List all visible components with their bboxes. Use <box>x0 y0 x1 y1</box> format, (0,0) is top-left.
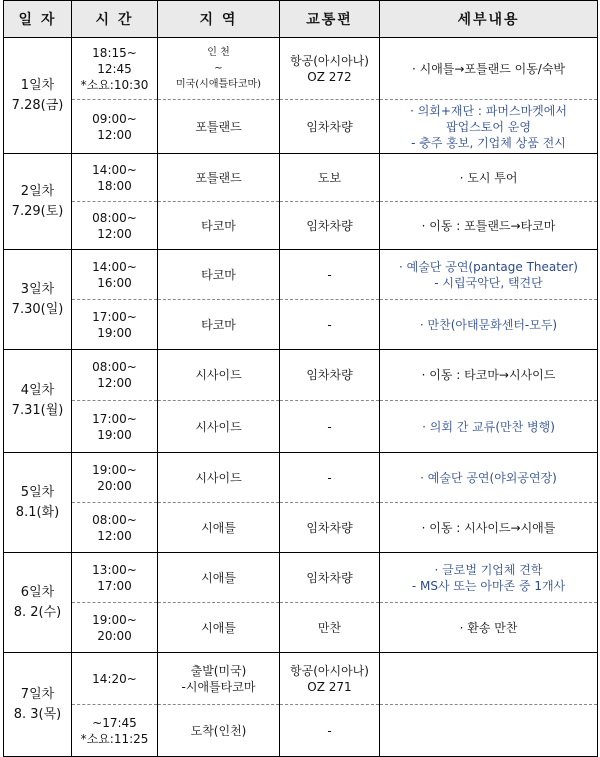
detail-cell-line: - MS사 또는 아마존 중 1개사 <box>411 578 566 593</box>
place-cell-line: -시애틀타코마 <box>181 679 256 694</box>
time-cell-line: 19:00 <box>97 325 132 340</box>
transport-cell <box>280 38 380 100</box>
time-cell-line: 18:00 <box>97 178 132 193</box>
time-cell-line: 17:00 <box>97 578 132 593</box>
day-label: 5일차 <box>20 484 55 500</box>
time-cell-line: 09:00~ <box>92 111 137 126</box>
place-cell <box>158 350 280 401</box>
table-row <box>4 300 598 350</box>
place-cell <box>158 401 280 453</box>
time-cell <box>72 653 158 705</box>
place-cell-line: ~ <box>214 62 223 74</box>
time-cell-line: 17:00~ <box>92 309 137 324</box>
transport-cell <box>280 503 380 553</box>
transport-cell-line: 임차차량 <box>306 520 353 535</box>
transport-cell <box>280 300 380 350</box>
place-cell <box>158 453 280 503</box>
day-date: 8. 2(수) <box>13 604 62 620</box>
transport-cell <box>280 705 380 757</box>
time-cell-line: 08:00~ <box>92 210 137 225</box>
day-cell <box>4 453 72 553</box>
day-date: 7.31(월) <box>11 403 64 418</box>
table-row <box>4 401 598 453</box>
time-cell <box>72 38 158 100</box>
header-time: 시 간 <box>72 1 158 38</box>
time-cell-line: 12:45 <box>97 61 132 76</box>
time-cell-line: 08:00~ <box>92 360 137 374</box>
detail-cell-line: · 환송 만찬 <box>459 620 518 635</box>
table-row <box>4 350 598 401</box>
place-cell <box>158 705 280 757</box>
table-row <box>4 553 598 603</box>
place-cell <box>158 202 280 250</box>
time-cell <box>72 250 158 300</box>
detail-cell-line: · 도시 투어 <box>459 170 518 185</box>
transport-cell-line: 만찬 <box>317 620 342 635</box>
place-cell-line: 출발(미국) <box>190 663 247 678</box>
time-cell-line: 13:00~ <box>92 562 137 577</box>
time-cell <box>72 154 158 202</box>
day-label: 2일차 <box>20 183 55 199</box>
time-cell-line: *소요:10:30 <box>80 77 149 92</box>
table-row <box>4 250 598 300</box>
transport-cell <box>280 653 380 705</box>
detail-cell-line: · 예술단 공연(야외공연장) <box>420 470 557 485</box>
time-cell-line: 12:00 <box>97 528 132 543</box>
place-cell-line: 시사이드 <box>195 419 242 434</box>
transport-cell-line: 항공(아시아나) <box>290 53 369 68</box>
detail-cell <box>380 38 598 100</box>
itinerary-body <box>4 38 598 757</box>
header-transport: 교통편 <box>280 1 380 38</box>
transport-cell-line: OZ 272 <box>307 69 352 84</box>
day-cell <box>4 553 72 653</box>
detail-cell-line: · 이동 : 타코마→시사이드 <box>421 368 556 382</box>
transport-cell <box>280 401 380 453</box>
transport-cell-line: - <box>327 419 332 434</box>
place-cell-line: 타코마 <box>201 218 236 233</box>
day-date: 8.1(화) <box>15 504 60 520</box>
transport-cell <box>280 202 380 250</box>
time-cell-line: 16:00 <box>97 275 132 290</box>
detail-cell <box>380 453 598 503</box>
time-cell-line: 12:00 <box>97 376 132 390</box>
detail-cell-line: · 예술단 공연(pantage Theater) <box>399 259 578 274</box>
time-cell <box>72 350 158 401</box>
transport-cell <box>280 603 380 653</box>
place-cell-line: 시사이드 <box>195 470 242 485</box>
day-label: 4일차 <box>20 383 55 398</box>
transport-cell-line: 항공(아시아나) <box>290 663 369 678</box>
transport-cell-line: 임차차량 <box>306 119 353 134</box>
place-cell-line: 포틀랜드 <box>195 170 242 185</box>
day-date: 7.30(일) <box>11 301 64 317</box>
time-cell-line: 08:00~ <box>92 512 137 527</box>
detail-cell <box>380 202 598 250</box>
place-cell-line: 시애틀 <box>201 570 236 585</box>
time-cell-line: 14:00~ <box>92 162 137 177</box>
time-cell-line: ~17:45 <box>92 715 137 730</box>
table-row <box>4 653 598 705</box>
time-cell <box>72 401 158 453</box>
detail-cell <box>380 705 598 757</box>
place-cell <box>158 100 280 154</box>
header-place: 지 역 <box>158 1 280 38</box>
header-row <box>4 1 598 38</box>
time-cell <box>72 705 158 757</box>
place-cell-line: 타코마 <box>201 317 236 332</box>
detail-cell-line: · 시애틀→포틀랜드 이동/숙박 <box>411 61 566 76</box>
day-cell <box>4 38 72 154</box>
time-cell-line: 12:00 <box>97 226 132 241</box>
day-cell <box>4 154 72 250</box>
day-date: 7.28(금) <box>11 97 64 113</box>
table-row <box>4 202 598 250</box>
day-label: 6일차 <box>20 584 55 600</box>
time-cell-line: 14:00~ <box>92 259 137 274</box>
time-cell <box>72 100 158 154</box>
header-detail: 세부내용 <box>380 1 598 38</box>
place-cell <box>158 300 280 350</box>
transport-cell <box>280 553 380 603</box>
time-cell <box>72 553 158 603</box>
transport-cell <box>280 250 380 300</box>
place-cell-line: 포틀랜드 <box>195 119 242 134</box>
time-cell-line: 12:00 <box>97 127 132 142</box>
time-cell-line: 20:00 <box>97 478 132 493</box>
table-row <box>4 154 598 202</box>
place-cell-line: 타코마 <box>201 267 236 282</box>
table-row <box>4 38 598 100</box>
transport-cell-line: - <box>327 470 332 485</box>
detail-cell-line: - 시립국악단, 택견단 <box>434 275 543 290</box>
detail-cell-line: · 의회+재단 : 파머스마켓에서 <box>410 103 567 118</box>
time-cell-line: 19:00~ <box>92 462 137 477</box>
place-cell-line: 미국(시애틀타코마) <box>175 78 262 90</box>
transport-cell <box>280 154 380 202</box>
transport-cell-line: OZ 271 <box>307 679 352 694</box>
detail-cell <box>380 401 598 453</box>
detail-cell <box>380 603 598 653</box>
detail-cell <box>380 300 598 350</box>
day-label: 7일차 <box>20 686 55 702</box>
itinerary-table <box>3 0 598 757</box>
detail-cell-line: · 만찬(아태문화센터-모두) <box>419 317 558 332</box>
detail-cell <box>380 154 598 202</box>
place-cell-line: 도착(인천) <box>190 723 247 738</box>
detail-cell <box>380 503 598 553</box>
header-day: 일 자 <box>4 1 72 38</box>
place-cell-line: 인 천 <box>207 46 230 58</box>
time-cell-line: 20:00 <box>97 628 132 643</box>
detail-cell-line: - 충주 홍보, 기업체 상품 전시 <box>411 135 566 150</box>
table-row <box>4 705 598 757</box>
detail-cell <box>380 350 598 401</box>
table-row <box>4 503 598 553</box>
time-cell-line: 18:15~ <box>92 45 137 60</box>
transport-cell <box>280 453 380 503</box>
transport-cell-line: 도보 <box>317 170 342 185</box>
place-cell <box>158 653 280 705</box>
day-cell <box>4 250 72 350</box>
table-row <box>4 100 598 154</box>
time-cell <box>72 202 158 250</box>
detail-cell-line: · 의회 간 교류(만찬 병행) <box>422 419 555 434</box>
time-cell <box>72 453 158 503</box>
detail-cell <box>380 553 598 603</box>
detail-cell <box>380 653 598 705</box>
table-row <box>4 453 598 503</box>
time-cell <box>72 503 158 553</box>
place-cell-line: 시애틀 <box>201 520 236 535</box>
place-cell <box>158 250 280 300</box>
place-cell-line: 시사이드 <box>195 368 242 382</box>
time-cell <box>72 603 158 653</box>
day-date: 8. 3(목) <box>13 706 62 722</box>
detail-cell <box>380 250 598 300</box>
place-cell <box>158 603 280 653</box>
detail-cell <box>380 100 598 154</box>
detail-cell-line: · 글로벌 기업체 견학 <box>434 562 543 577</box>
time-cell-line: 17:00~ <box>92 411 137 426</box>
transport-cell-line: - <box>327 723 332 738</box>
transport-cell-line: - <box>327 267 332 282</box>
time-cell-line: 19:00~ <box>92 612 137 627</box>
day-date: 7.29(토) <box>11 203 64 219</box>
transport-cell-line: 임차차량 <box>306 218 353 233</box>
time-cell <box>72 300 158 350</box>
place-cell <box>158 553 280 603</box>
detail-cell-line: 팝업스토어 운영 <box>446 119 531 134</box>
transport-cell <box>280 350 380 401</box>
place-cell <box>158 38 280 100</box>
day-label: 1일차 <box>20 77 55 93</box>
time-cell-line: 14:20~ <box>92 671 137 686</box>
place-cell-line: 시애틀 <box>201 620 236 635</box>
transport-cell <box>280 100 380 154</box>
day-cell <box>4 653 72 757</box>
place-cell <box>158 154 280 202</box>
detail-cell-line: · 이동 : 시사이드→시애틀 <box>421 520 556 535</box>
day-label: 3일차 <box>20 281 55 297</box>
place-cell <box>158 503 280 553</box>
transport-cell-line: 임차차량 <box>306 570 353 585</box>
time-cell-line: *소요:11:25 <box>80 731 149 746</box>
transport-cell-line: 임차차량 <box>306 368 353 382</box>
detail-cell-line: · 이동 : 포틀랜드→타코마 <box>421 218 556 233</box>
day-cell <box>4 350 72 453</box>
time-cell-line: 19:00 <box>97 427 132 442</box>
table-row <box>4 603 598 653</box>
transport-cell-line: - <box>327 317 332 332</box>
